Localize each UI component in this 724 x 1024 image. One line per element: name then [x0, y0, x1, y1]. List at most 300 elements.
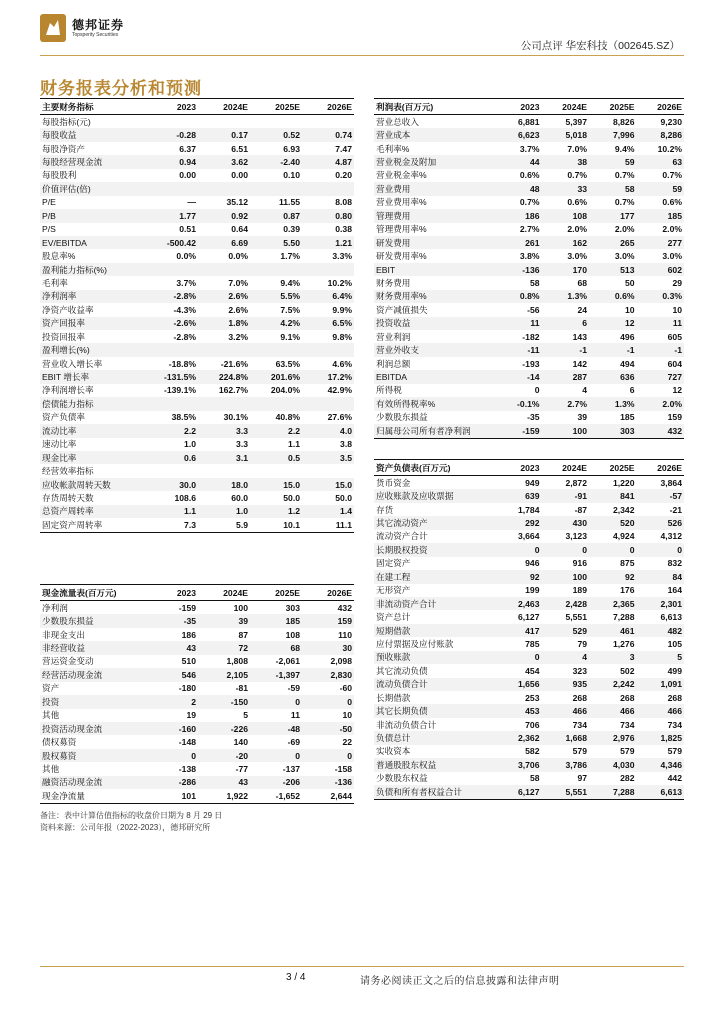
table-row — [40, 303, 354, 316]
cell-value: 1,220 — [612, 477, 635, 488]
row-label: 非经营收益 — [40, 641, 146, 654]
cell-value: 605 — [667, 331, 682, 342]
cell-value: 6,881 — [517, 116, 540, 127]
cell-value: -1 — [542, 343, 590, 356]
table-row — [40, 142, 354, 155]
cell-value: 4 — [542, 651, 590, 664]
cell-value: 6.4% — [302, 290, 354, 303]
cell-value: 10 — [342, 710, 352, 721]
table-row — [40, 209, 354, 222]
cell-value: 4.6% — [332, 358, 352, 369]
cell-value: 162.7% — [218, 385, 248, 396]
cell-value: 9.4% — [280, 277, 300, 288]
cell-value: 10.1 — [250, 518, 302, 532]
cell-value: -0.1% — [494, 397, 542, 410]
cell-value: 0 — [302, 749, 354, 762]
cell-value: -18.8% — [168, 358, 196, 369]
table-row — [40, 223, 354, 236]
cell-value: 1.3% — [589, 397, 637, 410]
table-row — [40, 491, 354, 504]
row-label: 存货周转天数 — [42, 492, 94, 503]
table-row — [40, 451, 354, 464]
table-title: 现金流量表(百万元) — [40, 585, 146, 601]
row-label: 毛利率 — [42, 277, 68, 288]
cell-value: 0.7% — [567, 170, 587, 181]
cell-value: 2,428 — [542, 597, 590, 610]
cell-value: 734 — [667, 719, 682, 730]
cell-value: 0.20 — [335, 170, 352, 181]
table-row — [374, 570, 684, 583]
row-label: 速动比率 — [42, 439, 77, 450]
row-label: 资产总计 — [376, 612, 411, 623]
table-row — [374, 330, 684, 343]
cell-value: 2.0% — [662, 224, 682, 235]
cell-value: 6 — [542, 317, 590, 330]
cell-value: 30.1% — [223, 412, 248, 423]
table-title: 主要财务指标 — [40, 99, 146, 115]
column-header: 2026E — [637, 99, 685, 115]
cell-value: -1,397 — [250, 668, 302, 681]
cell-value: 6,623 — [494, 128, 542, 141]
cell-value: 39 — [577, 412, 587, 423]
table-row — [40, 169, 354, 182]
cell-value: 0 — [589, 543, 637, 556]
cell-value — [302, 464, 354, 477]
cell-value: 261 — [494, 236, 542, 249]
cell-value: 7.0% — [228, 277, 248, 288]
cell-value: 1.1 — [288, 439, 300, 450]
table-row — [374, 758, 684, 771]
cell-value: 10.2% — [657, 143, 682, 154]
row-label: 长期股权投资 — [374, 543, 494, 556]
cell-value — [250, 464, 302, 477]
cell-value: 0.5 — [250, 451, 302, 464]
source-line: 资料来源：公司年报（2022-2023），德邦研究所 — [40, 823, 211, 832]
cell-value — [302, 182, 354, 195]
row-label: 短期借款 — [374, 624, 494, 637]
cell-value: 432 — [337, 602, 352, 613]
cell-value: 3.8 — [340, 439, 352, 450]
cell-value: 0.6% — [519, 170, 540, 181]
cell-value: 496 — [620, 331, 635, 342]
cell-value: 2.0% — [614, 224, 635, 235]
cell-value: 58 — [529, 773, 540, 784]
cell-value: -48 — [250, 722, 302, 735]
cell-value: 59 — [637, 182, 685, 195]
table-row — [40, 722, 354, 735]
cell-value: 142 — [572, 358, 587, 369]
cell-value: 265 — [589, 236, 637, 249]
cell-value — [250, 343, 302, 356]
row-label: 净利润增长率 — [42, 385, 94, 396]
cell-value: 0 — [146, 749, 198, 762]
cell-value: 466 — [542, 704, 590, 717]
cell-value: 140 — [233, 737, 248, 748]
row-label: 融资活动现金流 — [40, 776, 146, 789]
cell-value: -136 — [494, 263, 542, 276]
cell-value: 0 — [637, 543, 685, 556]
cell-value: 3.0% — [614, 251, 635, 262]
cell-value: 1.77 — [146, 209, 198, 222]
table-row — [374, 503, 684, 516]
cell-value: 946 — [525, 558, 540, 569]
cell-value: 177 — [589, 209, 637, 222]
table-title: 资产负债表(百万元) — [374, 460, 494, 476]
table-row — [374, 731, 684, 744]
cell-value: 7,288 — [612, 612, 635, 623]
cell-value: 0.7% — [614, 170, 635, 181]
cell-value — [146, 115, 198, 129]
table-row — [374, 691, 684, 704]
cash-flow-table — [40, 584, 354, 804]
cell-value: -159 — [494, 424, 542, 438]
disclaimer: 请务必阅读正文之后的信息披露和法律声明 — [360, 976, 560, 987]
cell-value: 9.1% — [280, 331, 300, 342]
breadcrumb: 公司点评 华宏科技（002645.SZ） — [520, 40, 680, 52]
column-header: 2024E — [542, 460, 590, 476]
cell-value: 29 — [672, 277, 682, 288]
cell-value: -139.1% — [163, 385, 196, 396]
cell-value: 579 — [620, 746, 635, 757]
cell-value — [302, 115, 354, 129]
cell-value: 0.00 — [231, 170, 248, 181]
row-label: 长期借款 — [376, 692, 411, 703]
cell-value: 0.52 — [250, 128, 302, 141]
cell-value: 0.3% — [637, 290, 685, 303]
cell-value: 2,872 — [565, 477, 587, 488]
cell-value: -14 — [494, 370, 542, 383]
cell-value: 2,976 — [589, 731, 637, 744]
table-row — [40, 614, 354, 627]
cell-value: 529 — [542, 624, 590, 637]
cell-value: -11 — [494, 343, 542, 356]
cell-value: 11 — [290, 710, 300, 721]
cell-value: 2,644 — [302, 789, 354, 803]
row-label: 非现金支出 — [42, 629, 85, 640]
cell-value: 1,668 — [542, 731, 590, 744]
cell-value: 100 — [233, 602, 248, 613]
cell-value: 727 — [637, 370, 685, 383]
table-row — [40, 411, 354, 424]
cell-value: -1 — [589, 343, 637, 356]
table-row — [374, 424, 684, 438]
row-label: 盈利能力指标(%) — [40, 263, 146, 276]
cell-value: 526 — [637, 516, 685, 529]
cell-value: -21 — [669, 504, 682, 515]
cell-value: 520 — [589, 516, 637, 529]
cell-value: -2.8% — [146, 290, 198, 303]
cell-value: 12 — [672, 385, 682, 396]
cell-value: 1.0 — [184, 439, 196, 450]
table-row — [374, 516, 684, 529]
cell-value: 0 — [534, 385, 540, 396]
cell-value: 38.5% — [171, 412, 196, 423]
cell-value: 0.64 — [231, 224, 248, 235]
cell-value: 199 — [525, 585, 540, 596]
row-label: 营业费用 — [374, 182, 494, 195]
cell-value: 292 — [494, 516, 542, 529]
cell-value: 3.1 — [198, 451, 250, 464]
cell-value: 3.7% — [176, 277, 196, 288]
row-label: 少数股东损益 — [40, 614, 146, 627]
cell-value: 841 — [589, 489, 637, 502]
cell-value: -286 — [146, 776, 198, 789]
cell-value: 0.6% — [567, 197, 587, 208]
cell-value: 0.38 — [335, 224, 352, 235]
cell-value: 101 — [146, 789, 198, 803]
cell-value: 10 — [672, 304, 682, 315]
cell-value — [302, 263, 354, 276]
row-label: 财务费用率% — [374, 290, 494, 303]
row-label: 营业税金及附加 — [374, 155, 494, 168]
column-header: 2023 — [494, 99, 542, 115]
cell-value: 6,613 — [660, 612, 682, 623]
cell-value: 9,230 — [660, 116, 682, 127]
cell-value: -160 — [146, 722, 198, 735]
cell-value: 0.6 — [146, 451, 198, 464]
row-label: EBITDA — [374, 370, 494, 383]
row-label: P/E — [42, 197, 56, 208]
row-label: 净资产收益率 — [42, 304, 94, 315]
row-label: 毛利率% — [376, 143, 410, 154]
table-row — [374, 489, 684, 502]
table-row — [40, 518, 354, 532]
table-row — [40, 330, 354, 343]
cell-value: 0 — [494, 651, 542, 664]
column-header: 2025E — [589, 99, 637, 115]
row-label: 应收帐款周转天数 — [40, 478, 146, 491]
cell-value: 30 — [302, 641, 354, 654]
cell-value: 68 — [250, 641, 302, 654]
cell-value: 1.1 — [146, 505, 198, 518]
cell-value: -136 — [302, 776, 354, 789]
row-label: 每股经营现金流 — [40, 155, 146, 168]
row-label: 价值评估(倍) — [40, 182, 146, 195]
cell-value — [250, 263, 302, 276]
cell-value: 6,127 — [517, 612, 540, 623]
cell-value: -1,652 — [250, 789, 302, 803]
cell-value: 0 — [542, 543, 590, 556]
cell-value — [302, 397, 354, 410]
table-header-row — [40, 99, 354, 115]
cell-value: 110 — [338, 629, 352, 640]
cell-value: 2,105 — [198, 668, 250, 681]
row-label: 资产减值损失 — [376, 304, 428, 315]
cell-value: 6,127 — [494, 785, 542, 799]
row-label: 经营效率指标 — [42, 466, 94, 477]
table-row — [374, 142, 684, 155]
cell-value: 17.2% — [302, 370, 354, 383]
row-label: 应收账款及应收票据 — [374, 489, 494, 502]
cell-value: 42.9% — [327, 385, 352, 396]
row-label: 所得税 — [376, 385, 402, 396]
cell-value: 43 — [198, 776, 250, 789]
cell-value — [198, 182, 250, 195]
row-label: 利润总额 — [376, 358, 411, 369]
table-row — [40, 128, 354, 141]
page-number: 3 / 4 — [286, 972, 306, 983]
cell-value: 79 — [577, 638, 587, 649]
cell-value — [250, 182, 302, 195]
cell-value: -57 — [637, 489, 685, 502]
table-row — [40, 505, 354, 518]
row-label: 研发费用 — [374, 236, 494, 249]
table-row — [374, 182, 684, 195]
cell-value: 604 — [667, 358, 682, 369]
cell-value: 2.6% — [228, 304, 248, 315]
row-label: 流动比率 — [40, 424, 146, 437]
cell-value — [146, 464, 198, 477]
row-label: 营业外收支 — [374, 343, 494, 356]
table-row — [374, 584, 684, 597]
column-header: 2024E — [198, 585, 250, 601]
cell-value: -150 — [198, 695, 250, 708]
cell-value: -131.5% — [146, 370, 198, 383]
table-row — [40, 276, 354, 289]
table-row — [40, 290, 354, 303]
cell-value: 453 — [494, 704, 542, 717]
table-row — [374, 209, 684, 222]
cell-value: 9.4% — [614, 143, 635, 154]
table-row — [40, 424, 354, 437]
cell-value: 579 — [572, 746, 587, 757]
row-label: 固定资产周转率 — [40, 518, 146, 532]
cell-value: 2,365 — [589, 597, 637, 610]
table-row — [374, 155, 684, 168]
row-label: P/S — [42, 224, 56, 235]
row-label: 在建工程 — [374, 570, 494, 583]
cell-value: 639 — [494, 489, 542, 502]
row-label: 每股净资产 — [42, 143, 85, 154]
table-header-row — [374, 99, 684, 115]
table-row — [374, 343, 684, 356]
cell-value: 1.4 — [302, 505, 354, 518]
cell-value: 268 — [572, 692, 587, 703]
table-row — [374, 718, 684, 731]
cell-value: 3.3 — [236, 439, 248, 450]
table-row — [40, 357, 354, 370]
cell-value: 164 — [667, 585, 682, 596]
table-row — [374, 196, 684, 209]
cell-value: -2.6% — [146, 317, 198, 330]
cell-value: 5,551 — [542, 785, 590, 799]
row-label: 营业利润 — [376, 331, 411, 342]
cell-value: 454 — [525, 665, 540, 676]
row-label: 现金比率 — [40, 451, 146, 464]
cell-value: 1.8% — [198, 317, 250, 330]
cell-value: 1,784 — [517, 504, 540, 515]
cell-value: 0 — [494, 543, 542, 556]
cell-value: 282 — [620, 773, 635, 784]
cell-value: 185 — [620, 412, 635, 423]
cell-value: 15.0 — [250, 478, 302, 491]
table-row — [374, 236, 684, 249]
table-row — [374, 249, 684, 262]
cell-value — [198, 263, 250, 276]
cell-value: 949 — [525, 477, 540, 488]
cell-value: 92 — [589, 570, 637, 583]
table-row — [374, 610, 684, 623]
cell-value: 6.93 — [283, 143, 300, 154]
cell-value: 513 — [589, 263, 637, 276]
cell-value: 8,286 — [637, 128, 685, 141]
cell-value: 204.0% — [270, 385, 300, 396]
logo-brand-cn: 德邦证券 — [72, 18, 125, 32]
cell-value — [250, 115, 302, 129]
row-label: 其它长期负债 — [374, 704, 494, 717]
table-row — [374, 317, 684, 330]
cell-value: 3.62 — [198, 155, 250, 168]
cell-value: 39 — [198, 614, 250, 627]
table-row — [374, 357, 684, 370]
row-label: EBIT 增长率 — [40, 370, 146, 383]
cell-value: 3,706 — [494, 758, 542, 771]
cell-value: 303 — [589, 424, 637, 438]
cell-value: -138 — [178, 763, 196, 774]
cell-value — [198, 464, 250, 477]
cell-value: 4 — [582, 385, 587, 396]
cell-value: 323 — [572, 665, 587, 676]
cell-value: 0.6% — [589, 290, 637, 303]
cell-value: 4,924 — [612, 531, 635, 542]
table-row — [374, 476, 684, 490]
cell-value: 2,301 — [637, 597, 685, 610]
cell-value: 3,786 — [542, 758, 590, 771]
cell-value: 636 — [589, 370, 637, 383]
income-statement-table — [374, 98, 684, 439]
cell-value: 268 — [667, 692, 682, 703]
cell-value: 3,664 — [517, 531, 540, 542]
cell-value: 43 — [146, 641, 198, 654]
cell-value: 162 — [542, 236, 590, 249]
cell-value: 108 — [542, 209, 590, 222]
row-label: 其他 — [42, 710, 60, 721]
table-row — [40, 628, 354, 641]
cell-value: 35.12 — [226, 197, 248, 208]
cell-value: 59 — [589, 155, 637, 168]
row-label: 其它流动负债 — [376, 665, 428, 676]
cell-value: 18.0 — [198, 478, 250, 491]
table-row — [40, 682, 354, 695]
cell-value: 3,864 — [660, 477, 682, 488]
table-row — [40, 236, 354, 249]
cell-value: 58 — [589, 182, 637, 195]
cell-value: 461 — [589, 624, 637, 637]
cell-value: 100 — [542, 424, 590, 438]
cell-value: 6.37 — [179, 143, 196, 154]
cell-value: 7.47 — [335, 143, 352, 154]
table-row — [374, 303, 684, 316]
cell-value: 2,098 — [330, 656, 352, 667]
row-label: 固定资产 — [376, 558, 411, 569]
logo-brand-en: Topsperity Securities — [72, 32, 119, 38]
logo-mark-icon — [40, 14, 66, 42]
cell-value — [250, 397, 302, 410]
table-row — [374, 772, 684, 785]
row-label: 营运资金变动 — [42, 656, 94, 667]
table-row — [374, 263, 684, 276]
cell-value: 510 — [181, 656, 196, 667]
cell-value: 50.0 — [335, 492, 352, 503]
cell-value: 0.10 — [283, 170, 300, 181]
table-row — [40, 478, 354, 491]
table-row — [40, 601, 354, 615]
table-row — [374, 290, 684, 303]
cell-value: 0.6% — [662, 197, 682, 208]
cell-value: 0.7% — [662, 170, 682, 181]
table-row — [40, 709, 354, 722]
cell-value: -69 — [287, 737, 300, 748]
